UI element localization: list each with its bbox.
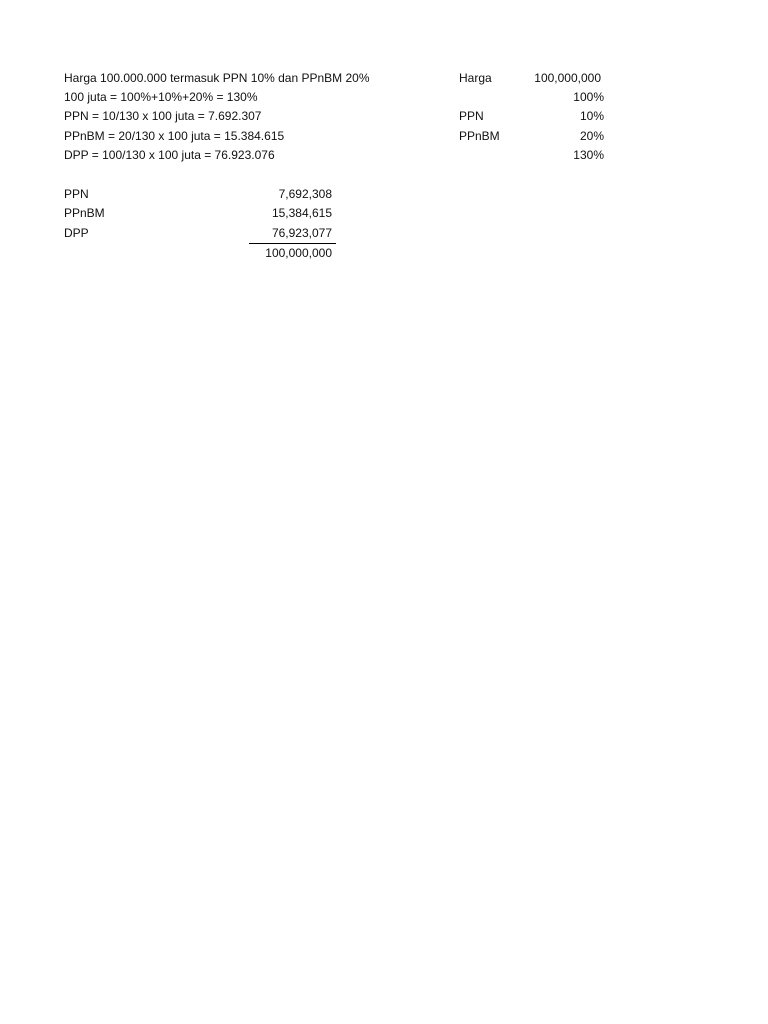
breakdown-value: 76,923,077 bbox=[271, 226, 332, 240]
summary-value: 10% bbox=[579, 109, 604, 123]
summary-value: 100% bbox=[573, 90, 604, 104]
breakdown-label: PPnBM bbox=[64, 206, 105, 220]
summary-label bbox=[459, 146, 529, 165]
breakdown-label: PPN bbox=[64, 187, 89, 201]
note-line: Harga 100.000.000 termasuk PPN 10% dan PPnBM 20% bbox=[64, 71, 370, 85]
summary-value: 20% bbox=[579, 129, 604, 143]
note-line: DPP = 100/130 x 100 juta = 76.923.076 bbox=[64, 148, 275, 162]
summary-value: 100,000,000 bbox=[534, 71, 601, 85]
breakdown-value: 7,692,308 bbox=[278, 187, 332, 201]
breakdown-label: DPP bbox=[64, 226, 89, 240]
note-line: 100 juta = 100%+10%+20% = 130% bbox=[64, 90, 258, 104]
breakdown-total: 100,000,000 bbox=[265, 246, 332, 260]
summary-label: PPnBM bbox=[459, 129, 500, 143]
note-line: PPN = 10/130 x 100 juta = 7.692.307 bbox=[64, 109, 262, 123]
summary-label: PPN bbox=[459, 109, 484, 123]
breakdown-value: 15,384,615 bbox=[271, 206, 332, 220]
note-line: PPnBM = 20/130 x 100 juta = 15.384.615 bbox=[64, 129, 285, 143]
summary-label: Harga bbox=[459, 71, 492, 85]
summary-label bbox=[459, 88, 529, 107]
summary-value: 130% bbox=[573, 148, 604, 162]
